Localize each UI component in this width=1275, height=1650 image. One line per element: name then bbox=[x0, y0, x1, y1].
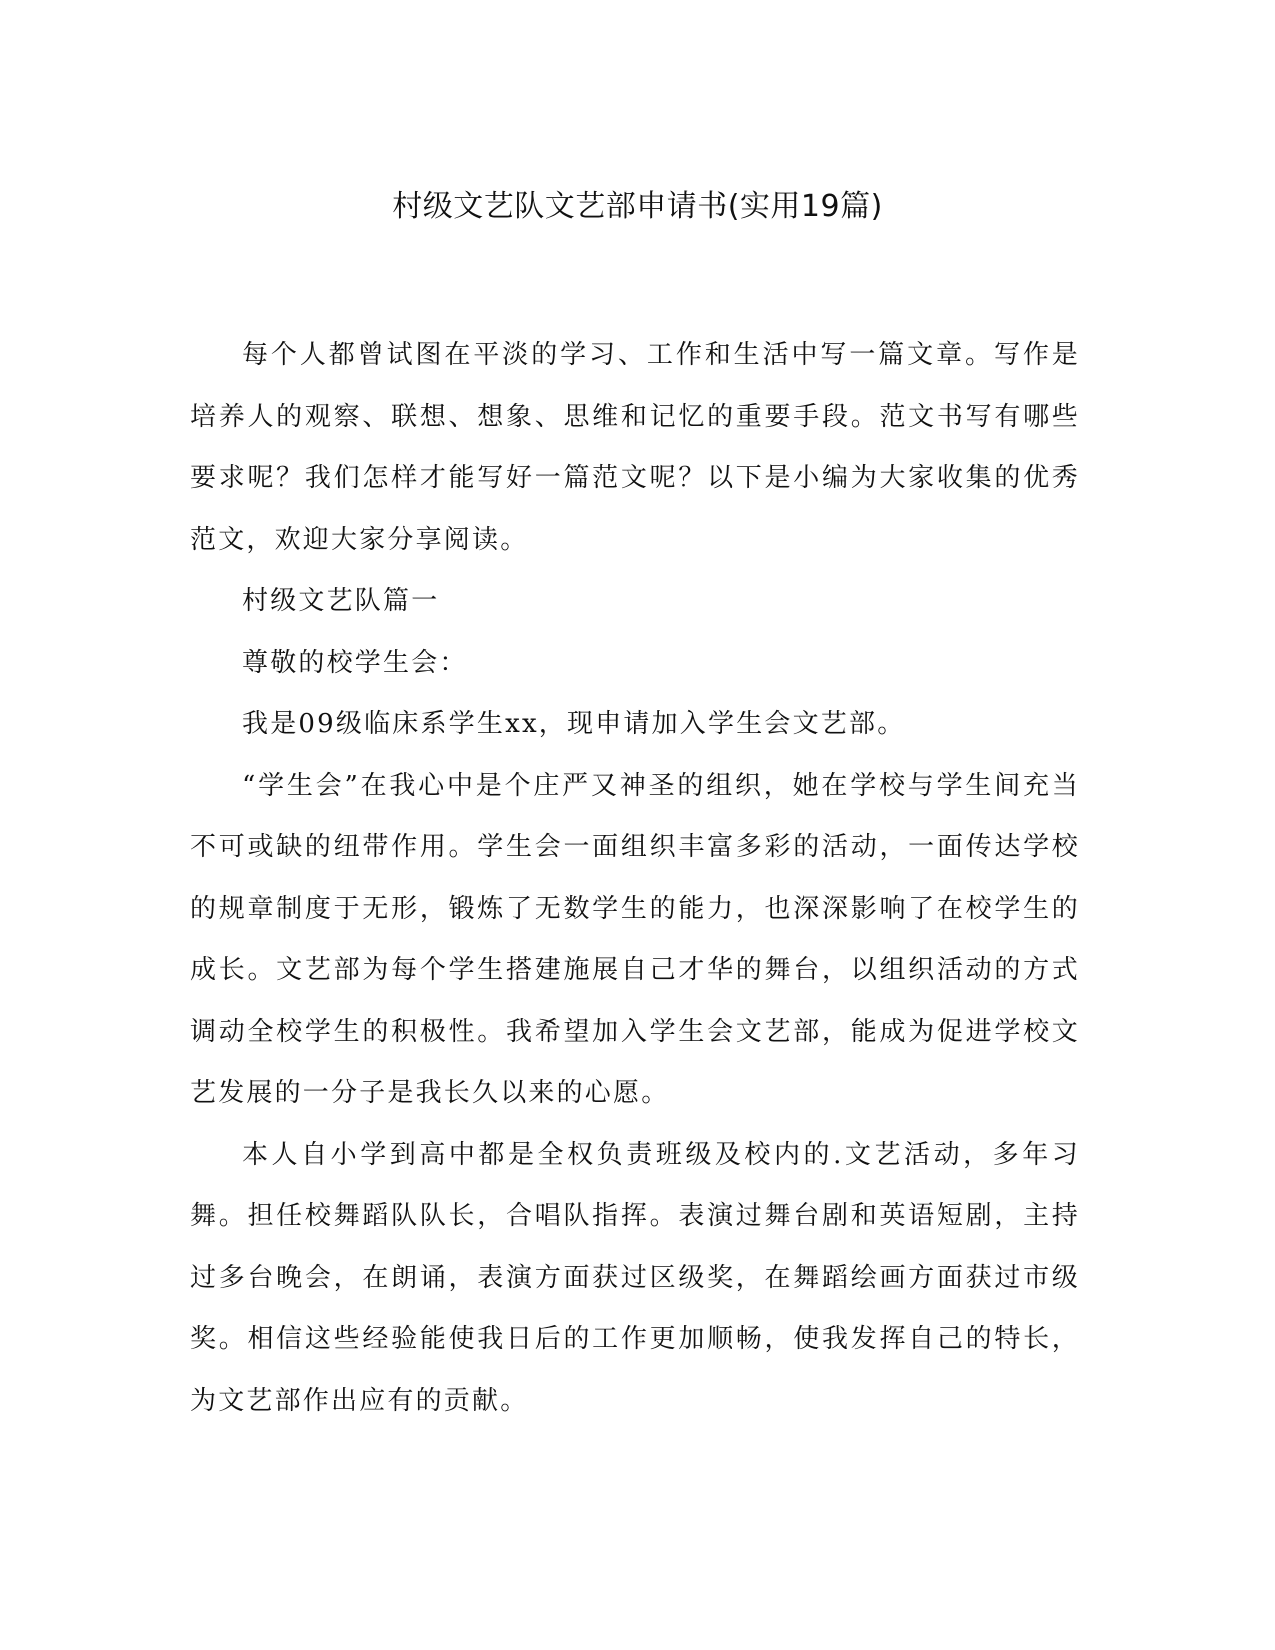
experience-paragraph: 本人自小学到高中都是全权负责班级及校内的.文艺活动，多年习舞。担任校舞蹈队队长，合唱队指挥。表演过舞台剧和英语短剧，主持过多台晚会，在朗诵，表演方面获过区级奖，在舞蹈绘画方面获过市级奖。相信这些经验能使我日后的工作更加顺畅，使我发挥自己的特长，为文艺部作出应有的贡献。 bbox=[190, 1139, 1080, 1416]
self-introduction-paragraph: 我是09级临床系学生xx，现申请加入学生会文艺部。 bbox=[242, 709, 906, 739]
salutation: 尊敬的校学生会： bbox=[242, 647, 468, 678]
section-heading: 村级文艺队篇一 bbox=[242, 586, 440, 616]
student-union-paragraph: “学生会”在我心中是个庄严又神圣的组织，她在学校与学生间充当不可或缺的纽带作用。学生会一面组织丰富多彩的活动，一面传达学校的规章制度于无形，锻炼了无数学生的能力，也深深影响了在校学生的成长。文艺部为每个学生搭建施展自己才华的舞台，以组织活动的方式调动全校学生的积极性。我希望加入学生会文艺部，能成为促进学校文艺发展的一分子是我长久以来的心愿。 bbox=[190, 770, 1080, 1108]
document-title: 村级文艺队文艺部申请书(实用19篇) bbox=[392, 189, 883, 224]
document-body bbox=[190, 325, 1080, 1432]
intro-paragraph: 每个人都曾试图在平淡的学习、工作和生活中写一篇文章。写作是培养人的观察、联想、想象、思维和记忆的重要手段。范文书写有哪些要求呢？我们怎样才能写好一篇范文呢？以下是小编为大家收集的优秀范文，欢迎大家分享阅读。 bbox=[190, 340, 1080, 555]
